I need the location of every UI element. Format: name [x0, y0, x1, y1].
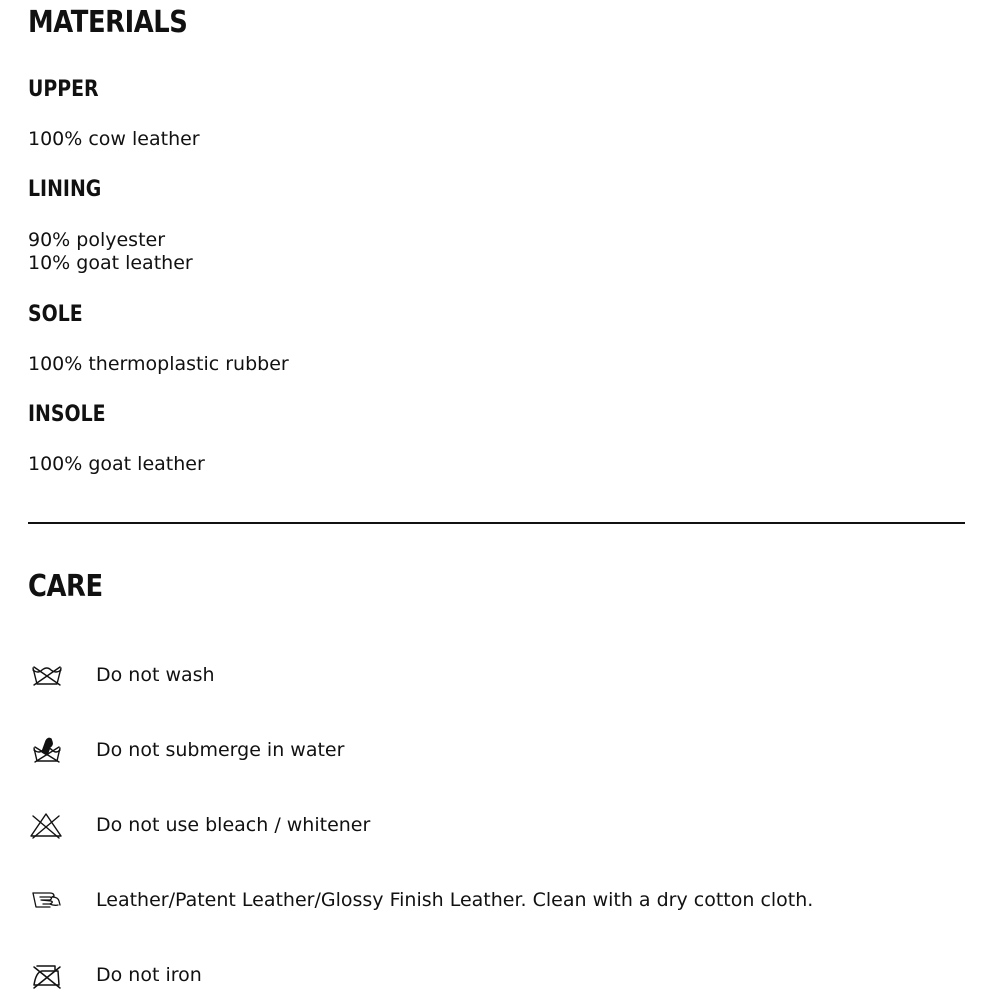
insole-heading: INSOLE — [28, 402, 106, 427]
care-item — [28, 958, 965, 992]
care-item-text: Do not submerge in water — [96, 739, 345, 761]
care-item — [28, 883, 965, 917]
section-divider — [28, 522, 965, 524]
care-item — [28, 658, 965, 692]
lining-line: 10% goat leather — [28, 252, 193, 274]
sole-heading: SOLE — [28, 302, 83, 327]
do-not-iron-icon — [28, 958, 64, 992]
upper-line: 100% cow leather — [28, 128, 200, 150]
sole-line: 100% thermoplastic rubber — [28, 353, 289, 375]
care-item-text: Do not use bleach / whitener — [96, 814, 371, 836]
product-info-page — [28, 0, 965, 1000]
care-item-text: Leather/Patent Leather/Glossy Finish Leather. Clean with a dry cotton cloth. — [96, 889, 814, 911]
care-title: CARE — [28, 569, 103, 604]
insole-line: 100% goat leather — [28, 453, 205, 475]
care-item-text: Do not wash — [96, 664, 215, 686]
care-item — [28, 733, 965, 767]
care-item — [28, 808, 965, 842]
lining-heading: LINING — [28, 177, 102, 202]
materials-title: MATERIALS — [28, 5, 188, 40]
lining-line: 90% polyester — [28, 229, 166, 251]
clean-with-cloth-icon — [28, 883, 64, 917]
do-not-wash-icon — [28, 658, 64, 692]
do-not-bleach-icon — [28, 808, 64, 842]
upper-heading: UPPER — [28, 77, 99, 102]
care-item-text: Do not iron — [96, 964, 202, 986]
do-not-submerge-icon — [28, 733, 64, 767]
